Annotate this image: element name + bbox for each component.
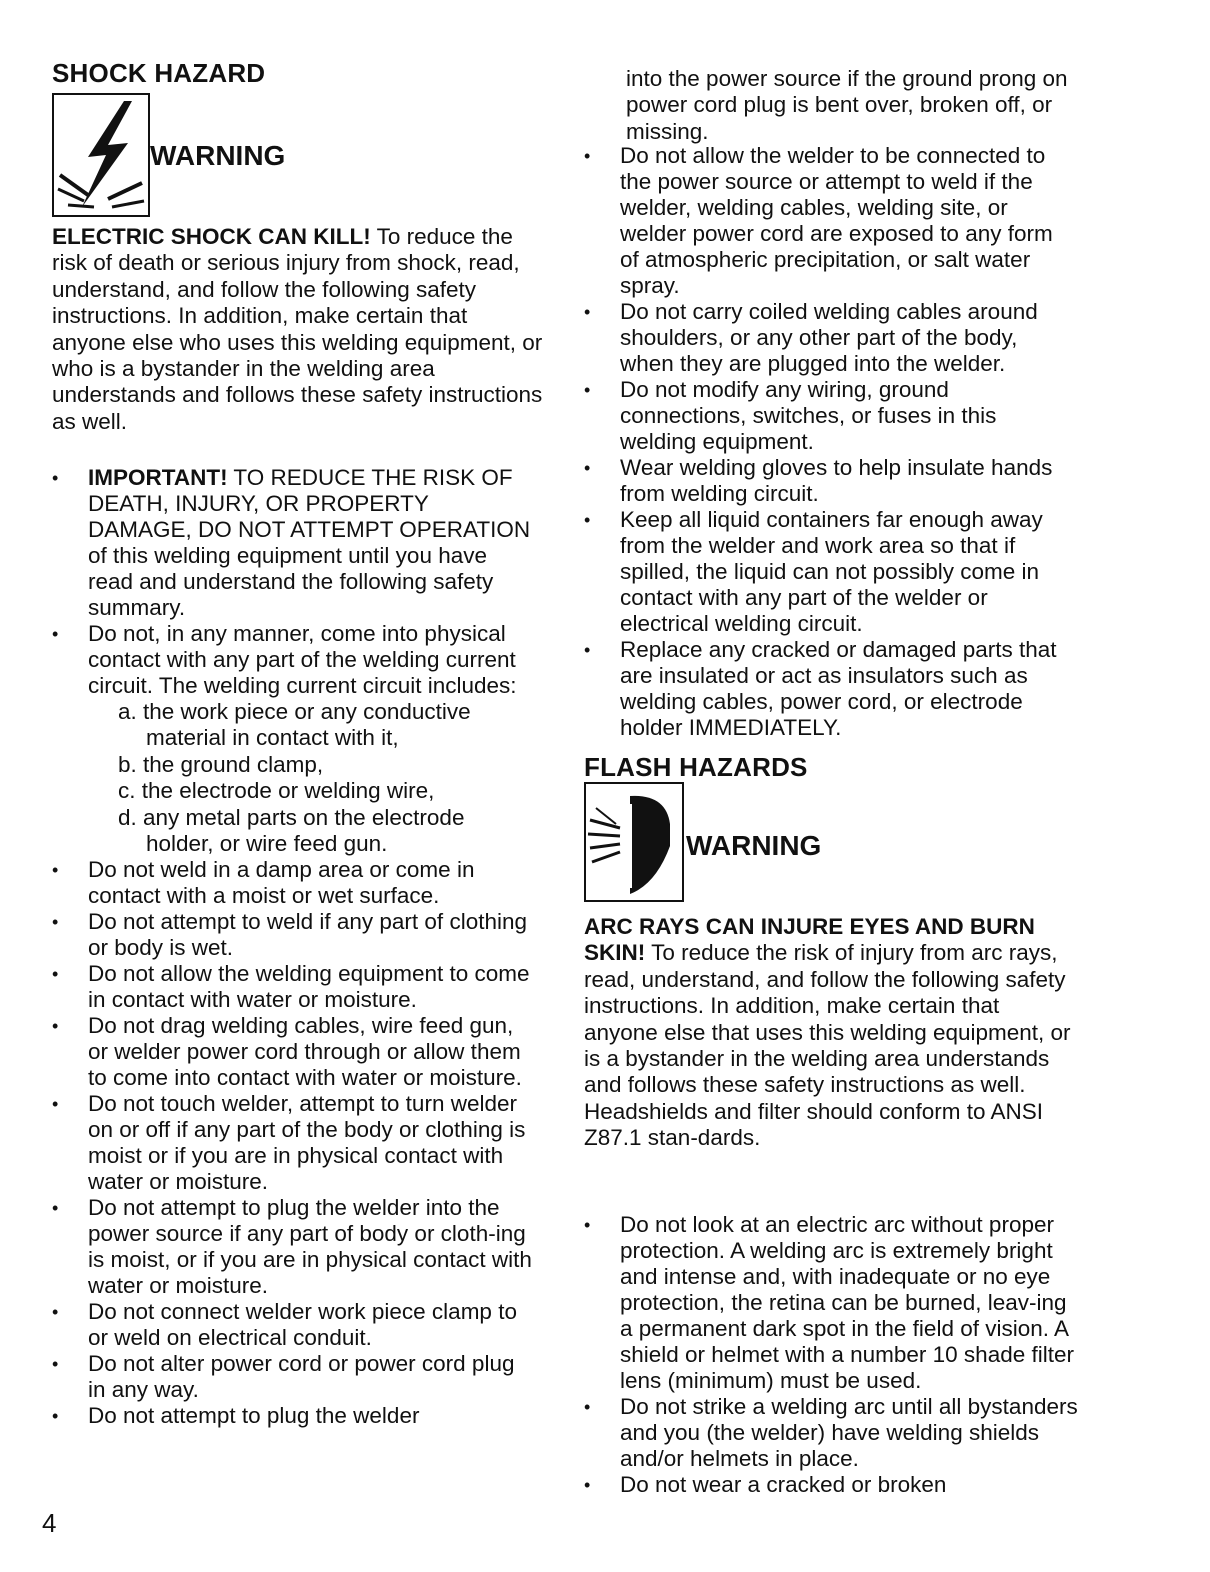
shock-bullet-list-continued [584,143,1074,741]
list-item: • IMPORTANT! TO REDUCE THE RISK OF DEATH, INJURY, OR PROPERTY DAMAGE, DO NOT ATTEMPT OPERATION of this welding equipment until you have read and understand the following safety summary. [52,465,537,621]
flash-warning-label: WARNING [686,830,822,861]
list-item: • Do not allow the welder to be connected to the power source or attempt to weld if the welder, welding cables, welding site, or welder power cord are exposed to any form of atmospheric precipitation, or salt water spray. [584,143,1074,299]
list-item: • Replace any cracked or damaged parts that are insulated or act as insulators such as welding cables, power cord, or electrode holder IMMEDIATELY. [584,637,1074,741]
list-item: • Do not allow the welding equipment to come in contact with water or moisture. [52,961,537,1013]
flash-bullet-list [584,1212,1084,1498]
flash-intro [584,914,1076,1152]
circuit-sub-list [88,699,537,857]
list-item: • Do not connect welder work piece clamp to or weld on electrical conduit. [52,1299,537,1351]
shock-warning-label: WARNING [150,140,286,171]
page-number: 4 [42,1508,57,1538]
list-item: • Do not attempt to plug the welder [52,1403,537,1429]
important-bold: IMPORTANT! [88,465,228,490]
list-item: • Do not attempt to weld if any part of clothing or body is wet. [52,909,537,961]
shock-intro-bold: ELECTRIC SHOCK CAN KILL! [52,224,371,249]
shock-bullet-list [52,465,537,1429]
flash-intro-text: To reduce the risk of injury from arc rays, read, understand, and follow the following safety instructions. In addition, make certain that anyone else that uses this welding equipment, or is a bystander in the welding area understands and follows these safety instructions as well. Headshields and filter should conform to ANSI Z87.1 stan-dards. [584,940,1071,1151]
list-item: • Do not touch welder, attempt to turn welder on or off if any part of the body or clothing is moist or if you are in physical contact with water or moisture. [52,1091,537,1195]
sub-list-item: c. the electrode or welding wire, [118,778,435,804]
electric-shock-icon [52,93,150,217]
list-item: • Do not, in any manner, come into physical contact with any part of the welding current circuit. The welding current circuit includes: a. the work piece or any conductive material in contact with it, b. the ground clamp, c. the electrode or welding wire, d. any metal parts on the electrode holder, or wire feed gun. [52,621,537,857]
shock-intro-text: To reduce the risk of death or serious injury from shock, read, understand, and follow the following safety instructions. In addition, make certain that anyone else who uses this welding equipment, or who is a bystander in the welding area understands and follows these safety instructions as well. [52,224,543,434]
list-item: • Do not strike a welding arc until all bystanders and you (the welder) have welding shields and/or helmets in place. [584,1394,1084,1472]
flash-intro-bold: ARC RAYS CAN INJURE EYES AND BURN SKIN! [584,914,1035,966]
list-item: • Wear welding gloves to help insulate hands from welding circuit. [584,455,1074,507]
list-item: • Do not attempt to plug the welder into the power source if any part of body or cloth-ing is moist, or if you are in physical contact with water or moisture. [52,1195,537,1299]
sub-list-item: d. any metal parts on the electrode holder, or wire feed gun. [118,804,465,857]
list-item: • Keep all liquid containers far enough away from the welder and work area so that if spilled, the liquid can not possibly come in contact with any part of the welder or electrical welding circuit. [584,507,1074,637]
sub-list-item: a. the work piece or any conductive material in contact with it, [118,699,471,751]
shock-hazard-title: SHOCK HAZARD [52,58,266,88]
shock-intro [52,224,547,435]
continued-item-text: into the power source if the ground prong on power cord plug is bent over, broken off, or missing. [626,66,1068,144]
list-item: • Do not wear a cracked or broken [584,1472,1084,1498]
list-item: • Do not modify any wiring, ground connections, switches, or fuses in this welding equipment. [584,377,1074,455]
sub-list-item: b. the ground clamp, [118,751,324,777]
list-item: • Do not weld in a damp area or come in contact with a moist or wet surface. [52,857,537,909]
list-item: • Do not alter power cord or power cord plug in any way. [52,1351,537,1403]
flash-hazards-title: FLASH HAZARDS [584,752,808,782]
list-item: • Do not drag welding cables, wire feed gun, or welder power cord through or allow them to come into contact with water or moisture. [52,1013,537,1091]
list-item: • Do not carry coiled welding cables around shoulders, or any other part of the body, when they are plugged into the welder. [584,299,1074,377]
list-item: • Do not look at an electric arc without proper protection. A welding arc is extremely bright and intense and, with inadequate or no eye protection, the retina can be burned, leav-ing a permanent dark spot in the field of vision. A shield or helmet with a number 10 shade filter lens (minimum) must be used. [584,1212,1084,1394]
welding-helmet-flash-icon [584,782,684,902]
